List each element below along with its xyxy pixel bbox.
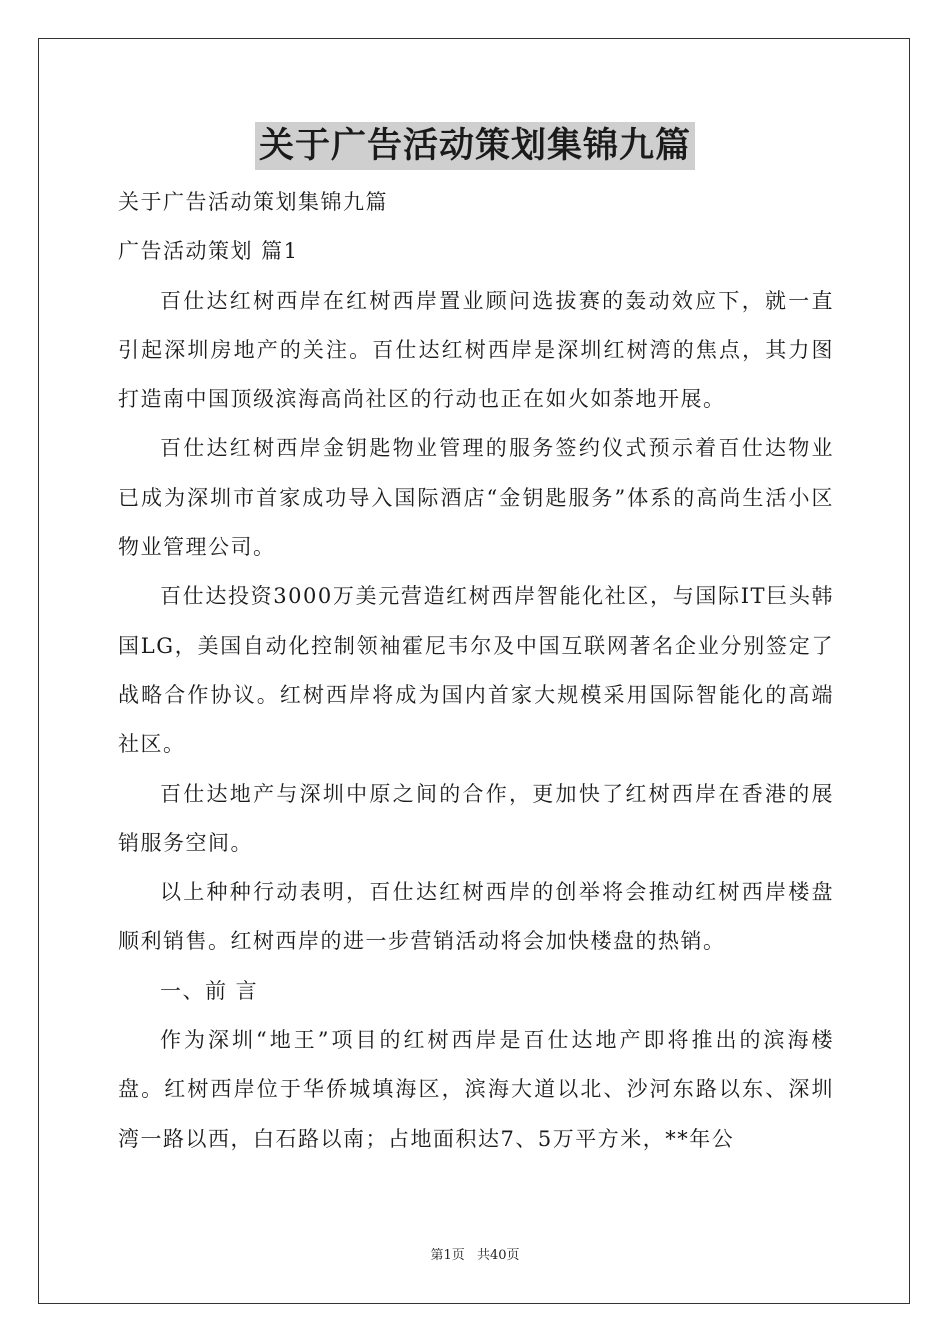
page-footer <box>0 1244 950 1263</box>
paragraph: 百仕达投资3000万美元营造红树西岸智能化社区，与国际IT巨头韩国LG，美国自动化控制领袖霍尼韦尔及中国互联网著名企业分别签定了战略合作协议。红树西岸将成为国内首家大规模采用国际智能化的高端社区。 <box>118 584 834 757</box>
paragraph: 百仕达地产与深圳中原之间的合作，更加快了红树西岸在香港的展销服务空间。 <box>118 781 834 855</box>
paragraph: 作为深圳“地王”项目的红树西岸是百仕达地产即将推出的滨海楼盘。红树西岸位于华侨城填海区，滨海大道以北、沙河东路以东、深圳湾一路以西，白石路以南；占地面积达7、5万平方米，**年公 <box>118 1028 834 1151</box>
paragraph: 百仕达红树西岸在红树西岸置业顾问选拔赛的轰动效应下，就一直引起深圳房地产的关注。百仕达红树西岸是深圳红树湾的焦点，其力图打造南中国顶级滨海高尚社区的行动也正在如火如荼地开展。 <box>118 288 834 412</box>
document-body <box>118 178 834 1164</box>
section-heading: 广告活动策划 篇1 <box>118 239 299 264</box>
page-total: 共40页 <box>476 1248 520 1263</box>
subsection-heading: 一、前 言 <box>160 978 259 1003</box>
page-number: 第1页 <box>430 1248 465 1263</box>
paragraph: 以上种种行动表明，百仕达红树西岸的创举将会推动红树西岸楼盘顺利销售。红树西岸的进一步营销活动将会加快楼盘的热销。 <box>118 880 834 954</box>
title-wrap <box>0 122 950 170</box>
page-title: 关于广告活动策划集锦九篇 <box>255 122 695 170</box>
paragraph: 百仕达红树西岸金钥匙物业管理的服务签约仪式预示着百仕达物业已成为深圳市首家成功导入国际酒店“金钥匙服务”体系的高尚生活小区物业管理公司。 <box>118 436 834 560</box>
subtitle: 关于广告活动策划集锦九篇 <box>118 190 388 214</box>
